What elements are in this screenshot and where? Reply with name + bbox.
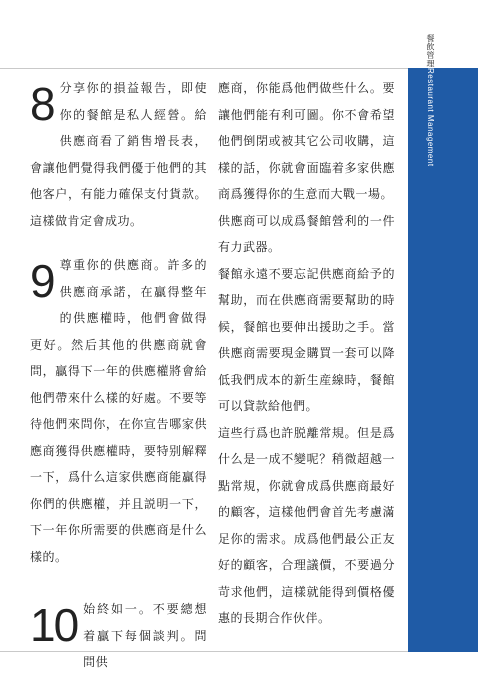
top-divider	[0, 68, 408, 69]
left-column	[30, 75, 207, 694]
tip-text: 始終如一。不要總想着贏下每個談判。問問供	[83, 602, 207, 669]
tip-item-10	[30, 596, 207, 676]
tip-number: 9	[30, 255, 54, 307]
sidebar-header-area	[408, 0, 478, 68]
sidebar-band	[408, 68, 478, 652]
tip-text: 分享你的損益報告，即使你的餐館是私人經營。給供應商看了銷售增長表，會讓他們覺得我們優于他們的其他客户，有能力確保支付貨款。這樣做肯定會成功。	[30, 81, 207, 228]
tip-item-9	[30, 252, 207, 570]
tip-number: 10	[30, 599, 78, 651]
tip-text: 尊重你的供應商。許多的供應商承諾，在贏得整年的供應權時，他們會做得更好。然后其他的供應商就會問，贏得下一年的供應權將會給他們帶來什么樣的好處。不要等待他們來問你，在你宣告哪家供應商獲得供應權時，要特别解釋一下，爲什么這家供應商能贏得你們的供應權，并且説明一下，下一年你所需要的供應商是什么樣的。	[30, 258, 207, 564]
section-label-en: Restaurant Management	[426, 68, 435, 167]
section-label-zh: 餐飲管理	[426, 34, 435, 68]
section-label	[425, 34, 436, 167]
paragraph: 這些行爲也許脱離常規。但是爲什么是一成不變呢？稍微超越一點常規，你就會成爲供應商最好的顧客，這樣他們會首先考慮滿足你的需求。成爲他們最公正友好的顧客，合理議價，不要過分苛求他們，這樣就能得到價格優惠的長期合作伙伴。	[218, 425, 395, 625]
tip-number: 8	[30, 78, 54, 130]
right-column	[218, 75, 395, 632]
paragraph: 餐館永遠不要忘記供應商給予的幫助，而在供應商需要幫助的時候，餐館也要伸出援助之手。當供應商需要現金購買一套可以降低我們成本的新生産線時，餐館可以貸款給他們。	[218, 266, 395, 413]
paragraph: 供應商可以成爲餐館營利的一件有力武器。	[218, 213, 395, 254]
paragraph: 應商，你能爲他們做些什么。要讓他們能有利可圖。你不會希望他們倒閉或被其它公司收購，這樣的話，你就會面臨着多家供應商爲獲得你的生意而大戰一場。	[218, 81, 395, 201]
tip-item-8	[30, 75, 207, 234]
